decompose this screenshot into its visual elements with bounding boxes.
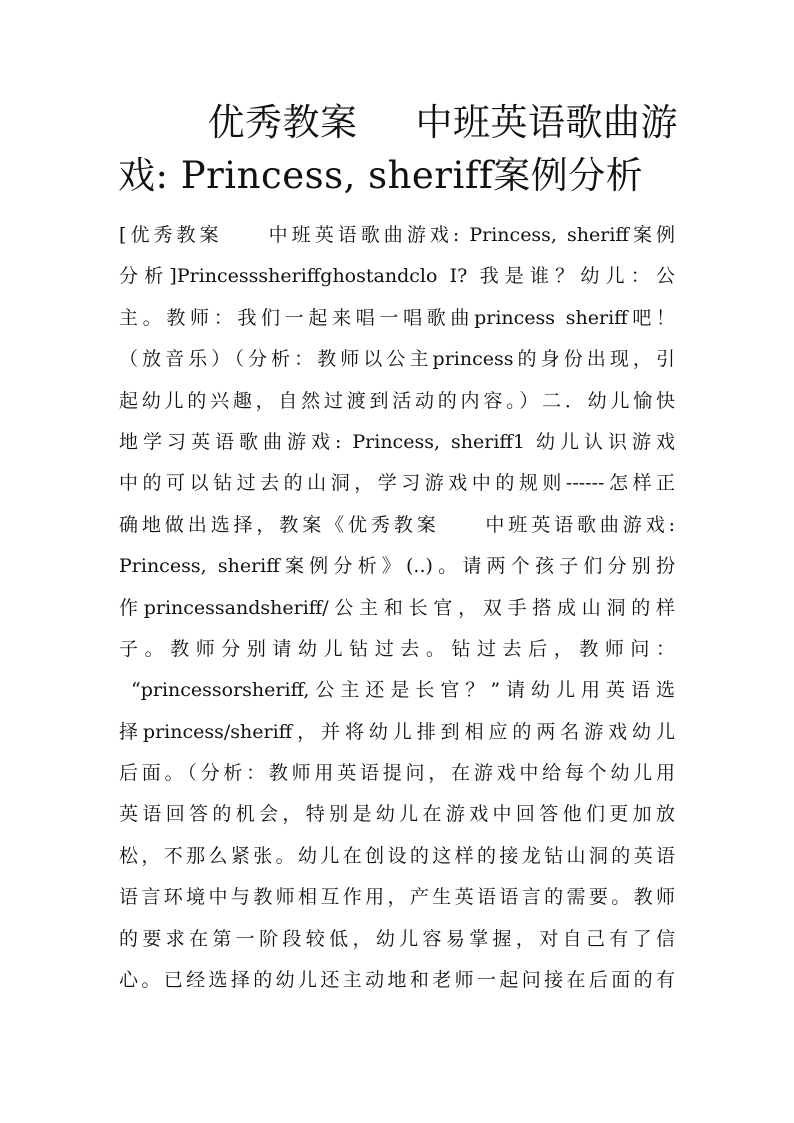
body-line: 后面。（分析：教师用英语提问，在游戏中给每个幼儿用 [119,762,675,785]
document-title [118,96,678,202]
body-line: 主。教师：我们一起来唱一唱歌曲princess sheriff吧！ [119,306,675,329]
body-line: [优秀教案 中班英语歌曲游戏: Princess, sheriff案例 [119,224,675,246]
body-line: 英语回答的机会，特别是幼儿在游戏中回答他们更加放 [119,803,675,826]
body-line: 语言环境中与教师相互作用，产生英语语言的需要。教师 [119,886,675,909]
body-line: 作princessandsheriff/公主和长官，双手搭成山洞的样 [119,596,675,619]
body-line: （放音乐）（分析：教师以公主princess的身份出现，引 [119,348,675,371]
body-line: 中的可以钻过去的山洞，学习游戏中的规则------怎样正 [119,472,675,495]
body-line: “princessorsheriff,公主还是长官？”请幼儿用英语选 [131,679,675,702]
title-line-2: 戏: Princess, sheriff案例分析 [118,154,644,197]
body-line: 确地做出选择，教案《优秀教案 中班英语歌曲游戏: [119,513,675,536]
body-line: 心。已经选择的幼儿还主动地和老师一起问接在后面的有 [119,969,675,992]
title-line-1 [118,96,678,149]
body-line: 的要求在第一阶段较低，幼儿容易掌握，对自己有了信 [119,927,675,950]
body-line: 起幼儿的兴趣，自然过渡到活动的内容。）二．幼儿愉快 [119,389,675,412]
body-paragraph [119,215,675,1001]
body-line: 松，不那么紧张。幼儿在创设的这样的接龙钻山洞的英语 [119,844,675,867]
body-line: 择princess/sheriff，并将幼儿排到相应的两名游戏幼儿 [119,720,675,743]
title-part-1: 优秀教案 [207,101,358,144]
body-line: 子。教师分别请幼儿钻过去。钻过去后，教师问： [119,637,675,660]
title-part-2: 中班英语歌曲游 [415,101,678,144]
body-line: Princess, sheriff案例分析》(..)。请两个孩子们分别扮 [119,555,675,578]
body-line: 分析]Princesssheriffghostandclo I? 我是谁？幼儿：公 [119,265,675,288]
body-line: 地学习英语歌曲游戏: Princess, sheriff1 幼儿认识游戏 [119,430,675,453]
